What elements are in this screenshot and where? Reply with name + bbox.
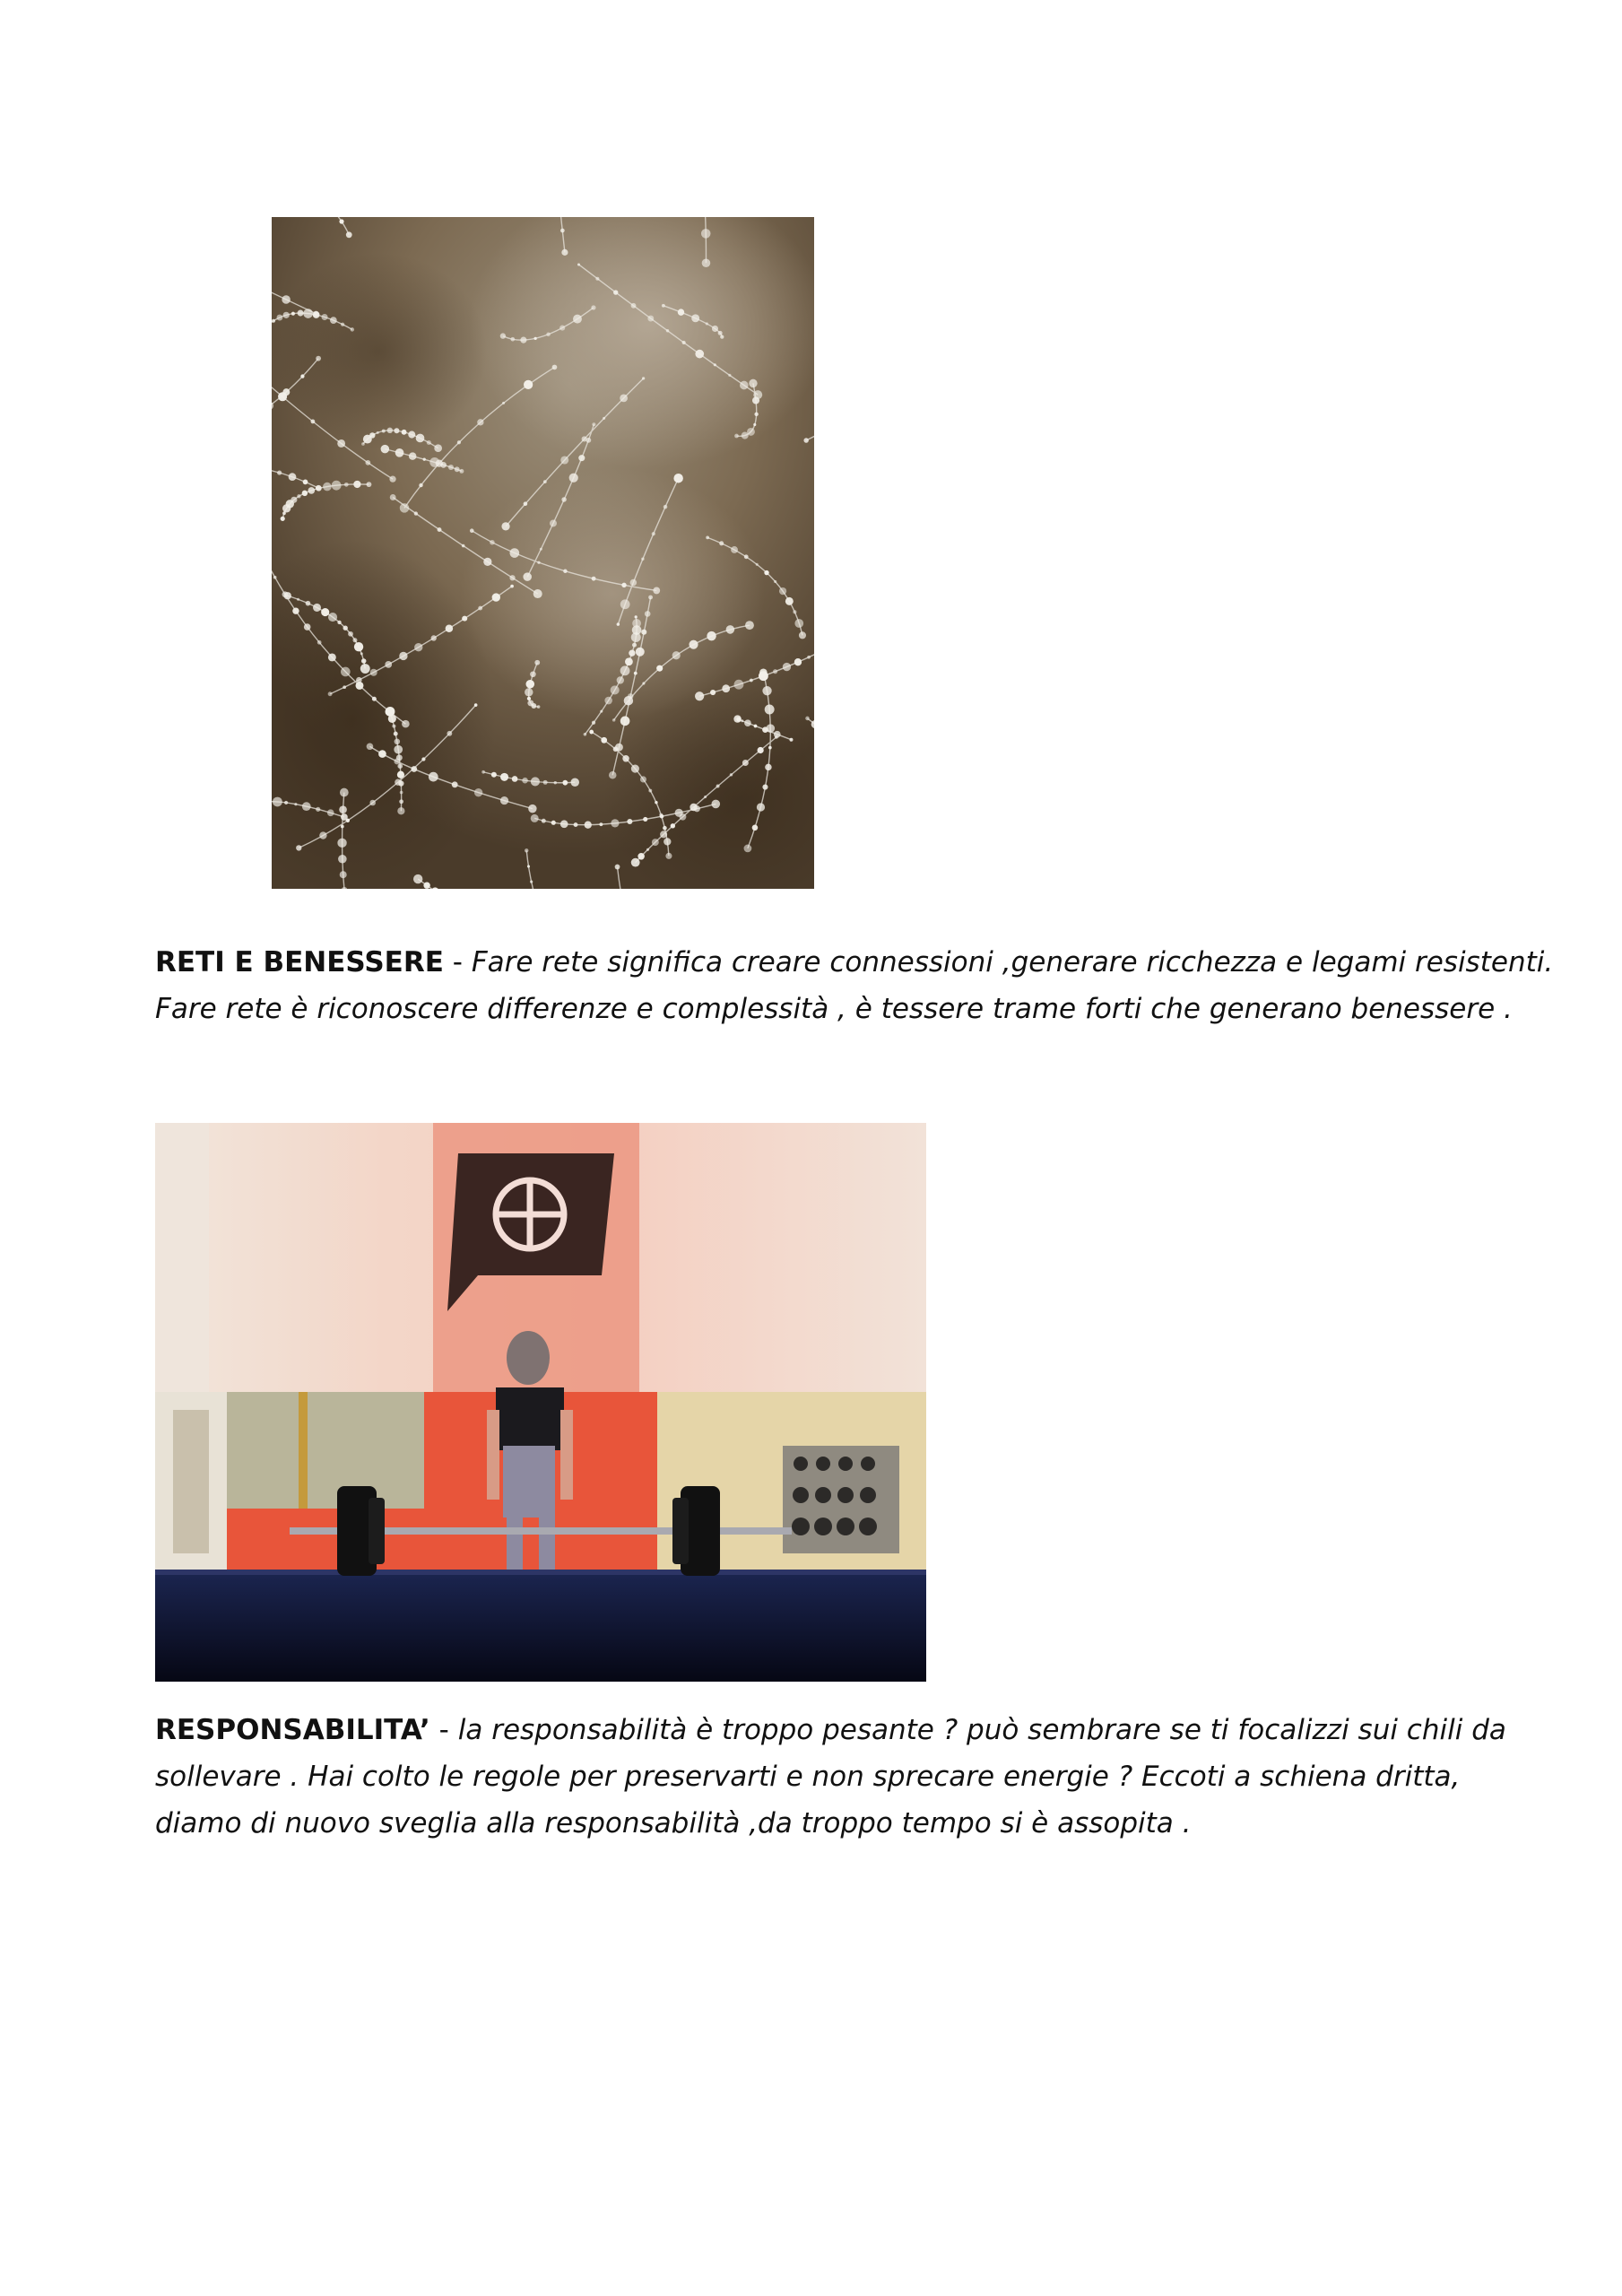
spiderweb-dew-photo [272,217,814,889]
paragraph-line: Fare rete è riconoscere differenze e complessità , è tessere trame forti che generano benessere . [155,993,1513,1025]
section-responsabilita [155,1707,1506,1847]
paragraph-line [155,1707,1506,1753]
section-reti-e-benessere [155,939,1554,1032]
barbell-icon [155,1123,926,1682]
heading-separator: - [443,946,472,978]
heading-separator: - [429,1714,458,1746]
paragraph-line: sollevare . Hai colto le regole per preservarti e non sprecare energie ? Eccoti a schiena dritta, [155,1761,1461,1793]
spiderweb-icon [272,217,814,889]
paragraph-line [155,939,1554,986]
paragraph-text: Fare rete significa creare connessioni ,generare ricchezza e legami resistenti. [471,946,1554,978]
section-heading: RESPONSABILITA’ [155,1714,430,1746]
weightlifting-gym-photo [155,1123,926,1682]
paragraph-text: la responsabilità è troppo pesante ? può sembrare se ti focalizzi sui chili da [457,1714,1506,1746]
paragraph-line: diamo di nuovo sveglia alla responsabilità ,da troppo tempo si è assopita . [155,1807,1192,1839]
section-heading: RETI E BENESSERE [155,946,444,978]
